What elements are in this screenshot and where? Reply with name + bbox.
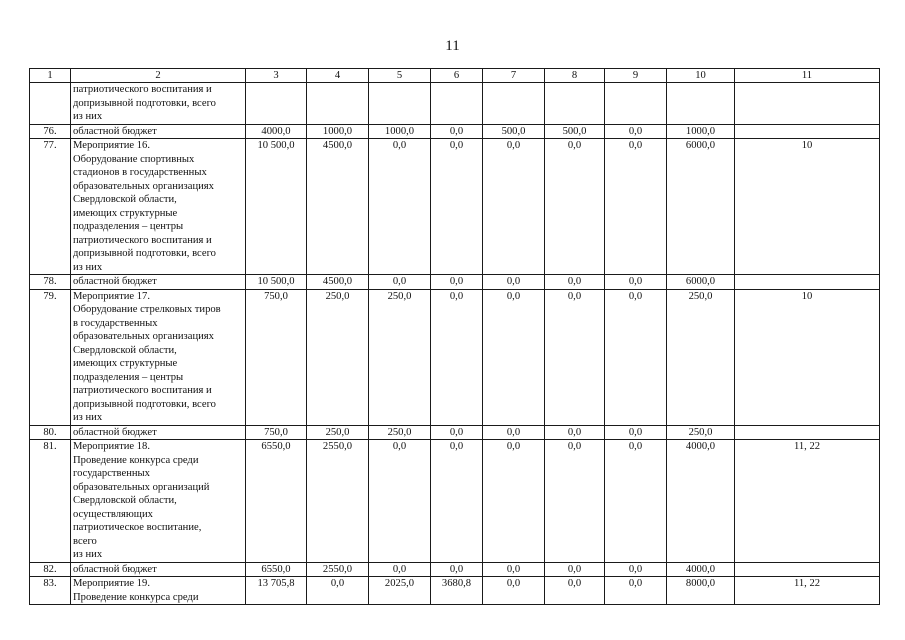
item-name-line: Проведение конкурса среди	[73, 454, 199, 466]
column-header: 11	[735, 69, 880, 83]
item-name-line: областной бюджет	[73, 426, 157, 438]
row-number: 83.	[30, 577, 71, 605]
table-row	[30, 83, 880, 125]
item-name	[71, 425, 246, 440]
item-name-line: Мероприятие 19.	[73, 578, 150, 589]
target-indicator-ref: 11, 22	[735, 577, 880, 605]
item-name	[71, 289, 246, 425]
amount-cell: 6550,0	[246, 440, 307, 563]
amount-cell: 0,0	[483, 289, 545, 425]
target-indicator-ref	[735, 124, 880, 139]
column-header: 2	[71, 69, 246, 83]
amount-cell	[605, 83, 667, 125]
target-indicator-ref	[735, 275, 880, 290]
page-number: 11	[445, 38, 460, 54]
amount-cell: 0,0	[605, 289, 667, 425]
target-indicator-ref: 11, 22	[735, 440, 880, 563]
item-name-line: из них	[73, 261, 103, 273]
amount-cell: 0,0	[605, 562, 667, 577]
item-name-line: Мероприятие 18.	[73, 441, 150, 452]
amount-cell: 750,0	[246, 425, 307, 440]
amount-cell: 1000,0	[307, 124, 369, 139]
item-name-line: образовательных организаций	[73, 481, 210, 493]
row-number: 76.	[30, 124, 71, 139]
amount-cell: 10 500,0	[246, 275, 307, 290]
item-name-line: областной бюджет	[73, 276, 157, 287]
amount-cell: 4000,0	[667, 562, 735, 577]
amount-cell: 13 705,8	[246, 577, 307, 605]
item-name-line: патриотическое воспитание,	[73, 522, 202, 533]
amount-cell: 0,0	[545, 289, 605, 425]
item-name-line: Проведение конкурса среди	[73, 591, 199, 603]
amount-cell	[667, 83, 735, 125]
amount-cell: 0,0	[545, 139, 605, 275]
column-header: 1	[30, 69, 71, 83]
amount-cell: 3680,8	[431, 577, 483, 605]
item-name	[71, 577, 246, 605]
row-number: 81.	[30, 440, 71, 563]
item-name-line: Оборудование стрелковых тиров	[73, 304, 221, 315]
table-row	[30, 124, 880, 139]
amount-cell	[307, 83, 369, 125]
amount-cell: 0,0	[605, 440, 667, 563]
amount-cell: 500,0	[545, 124, 605, 139]
amount-cell: 10 500,0	[246, 139, 307, 275]
amount-cell: 0,0	[545, 577, 605, 605]
amount-cell: 6550,0	[246, 562, 307, 577]
item-name-line: Оборудование спортивных	[73, 153, 195, 165]
table-row	[30, 289, 880, 425]
table-row	[30, 562, 880, 577]
amount-cell: 2550,0	[307, 562, 369, 577]
item-name	[71, 83, 246, 125]
amount-cell	[483, 83, 545, 125]
table-row	[30, 139, 880, 275]
item-name	[71, 124, 246, 139]
item-name-line: допризывной подготовки, всего	[73, 248, 216, 259]
amount-cell: 2550,0	[307, 440, 369, 563]
amount-cell: 6000,0	[667, 139, 735, 275]
item-name-line: осуществляющих	[73, 508, 153, 520]
item-name-line: Свердловской области,	[73, 194, 177, 205]
amount-cell: 250,0	[369, 425, 431, 440]
item-name-line: областной бюджет	[73, 125, 157, 137]
amount-cell: 0,0	[431, 275, 483, 290]
table-row	[30, 440, 880, 563]
column-header: 8	[545, 69, 605, 83]
column-header: 7	[483, 69, 545, 83]
item-name-line: образовательных организациях	[73, 180, 214, 192]
item-name	[71, 275, 246, 290]
row-number: 77.	[30, 139, 71, 275]
item-name-line: Свердловской области,	[73, 495, 177, 506]
amount-cell: 0,0	[369, 139, 431, 275]
column-header: 6	[431, 69, 483, 83]
amount-cell: 250,0	[307, 289, 369, 425]
item-name-line: из них	[73, 412, 103, 423]
item-name-line: всего	[73, 535, 97, 547]
item-name-line: патриотического воспитания и	[73, 385, 212, 396]
amount-cell	[545, 83, 605, 125]
item-name	[71, 562, 246, 577]
amount-cell: 0,0	[369, 562, 431, 577]
item-name-line: имеющих структурные	[73, 358, 178, 369]
column-header: 10	[667, 69, 735, 83]
amount-cell: 4500,0	[307, 275, 369, 290]
amount-cell: 0,0	[483, 139, 545, 275]
item-name-line: допризывной подготовки, всего	[73, 398, 216, 410]
item-name-line: Свердловской области,	[73, 344, 177, 356]
item-name-line: в государственных	[73, 317, 158, 329]
table-body	[30, 69, 880, 605]
amount-cell	[369, 83, 431, 125]
item-name-line: областной бюджет	[73, 563, 157, 575]
amount-cell: 500,0	[483, 124, 545, 139]
row-number	[30, 83, 71, 125]
item-name-line: из них	[73, 111, 103, 122]
row-number: 79.	[30, 289, 71, 425]
item-name	[71, 139, 246, 275]
amount-cell: 4000,0	[246, 124, 307, 139]
item-name-line: образовательных организациях	[73, 331, 214, 342]
target-indicator-ref	[735, 425, 880, 440]
amount-cell: 0,0	[369, 440, 431, 563]
item-name-line: допризывной подготовки, всего	[73, 97, 216, 109]
amount-cell: 4000,0	[667, 440, 735, 563]
amount-cell: 0,0	[605, 577, 667, 605]
header-row	[30, 69, 880, 83]
amount-cell: 8000,0	[667, 577, 735, 605]
amount-cell: 250,0	[667, 425, 735, 440]
amount-cell: 0,0	[545, 562, 605, 577]
column-header: 4	[307, 69, 369, 83]
item-name-line: подразделения – центры	[73, 221, 184, 232]
item-name-line: патриотического воспитания и	[73, 84, 212, 95]
item-name-line: подразделения – центры	[73, 371, 184, 383]
amount-cell: 0,0	[431, 425, 483, 440]
column-header: 5	[369, 69, 431, 83]
target-indicator-ref	[735, 83, 880, 125]
row-number: 82.	[30, 562, 71, 577]
table-row	[30, 275, 880, 290]
item-name-line: патриотического воспитания и	[73, 234, 212, 246]
amount-cell: 0,0	[483, 275, 545, 290]
amount-cell: 250,0	[307, 425, 369, 440]
table-row	[30, 577, 880, 605]
amount-cell: 6000,0	[667, 275, 735, 290]
row-number: 78.	[30, 275, 71, 290]
amount-cell: 0,0	[605, 425, 667, 440]
amount-cell: 1000,0	[369, 124, 431, 139]
amount-cell: 0,0	[605, 275, 667, 290]
item-name	[71, 440, 246, 563]
amount-cell: 2025,0	[369, 577, 431, 605]
target-indicator-ref: 10	[735, 289, 880, 425]
amount-cell: 750,0	[246, 289, 307, 425]
item-name-line: из них	[73, 549, 103, 560]
item-name-line: стадионов в государственных	[73, 167, 207, 178]
amount-cell: 0,0	[545, 425, 605, 440]
budget-table	[29, 68, 880, 605]
target-indicator-ref: 10	[735, 139, 880, 275]
column-header: 9	[605, 69, 667, 83]
amount-cell: 0,0	[431, 124, 483, 139]
amount-cell: 250,0	[369, 289, 431, 425]
amount-cell: 0,0	[545, 440, 605, 563]
item-name-line: Мероприятие 17.	[73, 290, 150, 302]
amount-cell	[246, 83, 307, 125]
amount-cell: 0,0	[431, 562, 483, 577]
amount-cell: 0,0	[369, 275, 431, 290]
item-name-line: Мероприятие 16.	[73, 140, 150, 151]
target-indicator-ref	[735, 562, 880, 577]
amount-cell: 4500,0	[307, 139, 369, 275]
amount-cell	[431, 83, 483, 125]
amount-cell: 0,0	[307, 577, 369, 605]
item-name-line: государственных	[73, 468, 150, 479]
amount-cell: 0,0	[605, 139, 667, 275]
table-row	[30, 425, 880, 440]
amount-cell: 0,0	[483, 440, 545, 563]
amount-cell: 0,0	[431, 139, 483, 275]
amount-cell: 1000,0	[667, 124, 735, 139]
amount-cell: 250,0	[667, 289, 735, 425]
amount-cell: 0,0	[483, 562, 545, 577]
amount-cell: 0,0	[431, 289, 483, 425]
amount-cell: 0,0	[431, 440, 483, 563]
item-name-line: имеющих структурные	[73, 207, 178, 219]
amount-cell: 0,0	[483, 577, 545, 605]
column-header: 3	[246, 69, 307, 83]
row-number: 80.	[30, 425, 71, 440]
amount-cell: 0,0	[545, 275, 605, 290]
amount-cell: 0,0	[605, 124, 667, 139]
amount-cell: 0,0	[483, 425, 545, 440]
